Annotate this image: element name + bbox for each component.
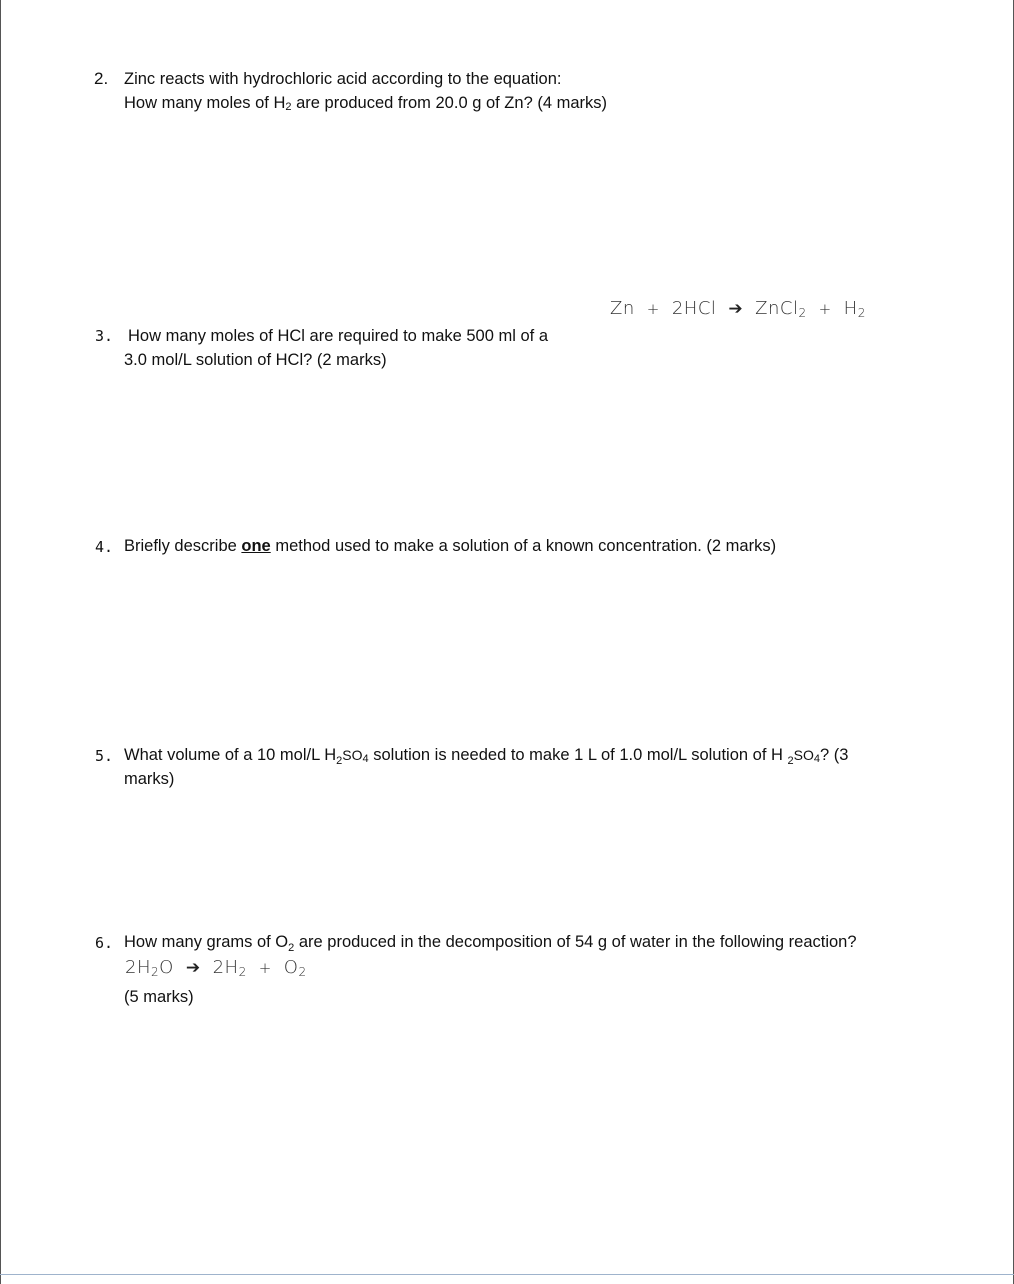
question-2-line-2 [124,93,607,113]
eq-arrow-icon: ➔ [728,299,744,319]
question-2-line-1: Zinc reacts with hydrochloric acid according to the equation: [124,70,562,88]
eq2-arrow-icon: ➔ [185,958,201,978]
question-4-emphasis: one [241,537,271,555]
eq-h: H [843,298,858,319]
water-equation [125,957,307,978]
q5-text-e: ? (3 [819,746,849,764]
question-2-number: 2. [94,69,109,88]
eq-zncl: ZnCl [755,298,799,319]
page-bottom-rule [0,1274,1014,1275]
question-4-number: 4. [95,538,114,556]
q5-text-c: solution is needed to make 1 L of 1.0 mol/L solution of H [368,746,788,764]
q5-text-so: SO [342,747,363,763]
q5-text-so-2: SO [793,747,814,763]
eq2-h2-sub: 2 [238,965,247,979]
question-2-text-post: are produced from 20.0 g of Zn? (4 marks) [291,94,607,112]
eq2-o2-sub: 2 [298,965,307,979]
eq-plus-1: + [646,300,660,318]
question-4-line [124,536,776,556]
eq-zncl-sub: 2 [798,306,807,320]
question-3-line-2: 3.0 mol/L solution of HCl? (2 marks) [124,351,387,369]
q6-sub: 2 [288,942,295,954]
question-3-line-1: How many moles of HCl are required to make 500 ml of a [128,327,549,345]
question-4-text-pre: Briefly describe [124,537,242,555]
eq-h-sub: 2 [857,306,866,320]
zinc-equation [610,298,866,319]
eq2-h2-a: 2H [212,957,239,978]
eq-plus-2: + [818,300,832,318]
question-5-line-2: marks) [124,770,175,788]
eq2-h2o-b: O [159,957,174,978]
question-6-number: 6. [95,934,114,952]
q5-sub-3: 2 [787,755,794,767]
q6-text-pre: How many grams of O [124,933,289,951]
eq2-h2o-sub: 2 [151,965,160,979]
q5-sub-4: 4 [813,753,820,765]
question-4-text-post: method used to make a solution of a known concentration. (2 marks) [270,537,777,555]
eq2-h2o-a: 2H [125,957,151,978]
question-5-number: 5. [95,747,114,765]
eq-zn: Zn [610,298,635,319]
eq-hcl: 2HCl [671,298,717,319]
question-2-text-pre: How many moles of H [124,94,286,112]
question-6-marks: (5 marks) [124,988,194,1006]
q5-text-a: What volume of a 10 mol/L H [124,746,337,764]
eq2-plus: + [258,959,272,977]
question-6-line-1 [124,932,857,952]
eq2-o2-a: O [283,957,299,978]
question-5-line-1 [124,745,848,765]
question-3-number: 3. [95,327,114,345]
q5-sub-1: 2 [336,755,343,767]
q5-sub-2: 4 [362,753,369,765]
q6-text-post: are produced in the decomposition of 54 g of water in the following reaction? [294,933,857,951]
question-2-subscript: 2 [285,101,292,113]
